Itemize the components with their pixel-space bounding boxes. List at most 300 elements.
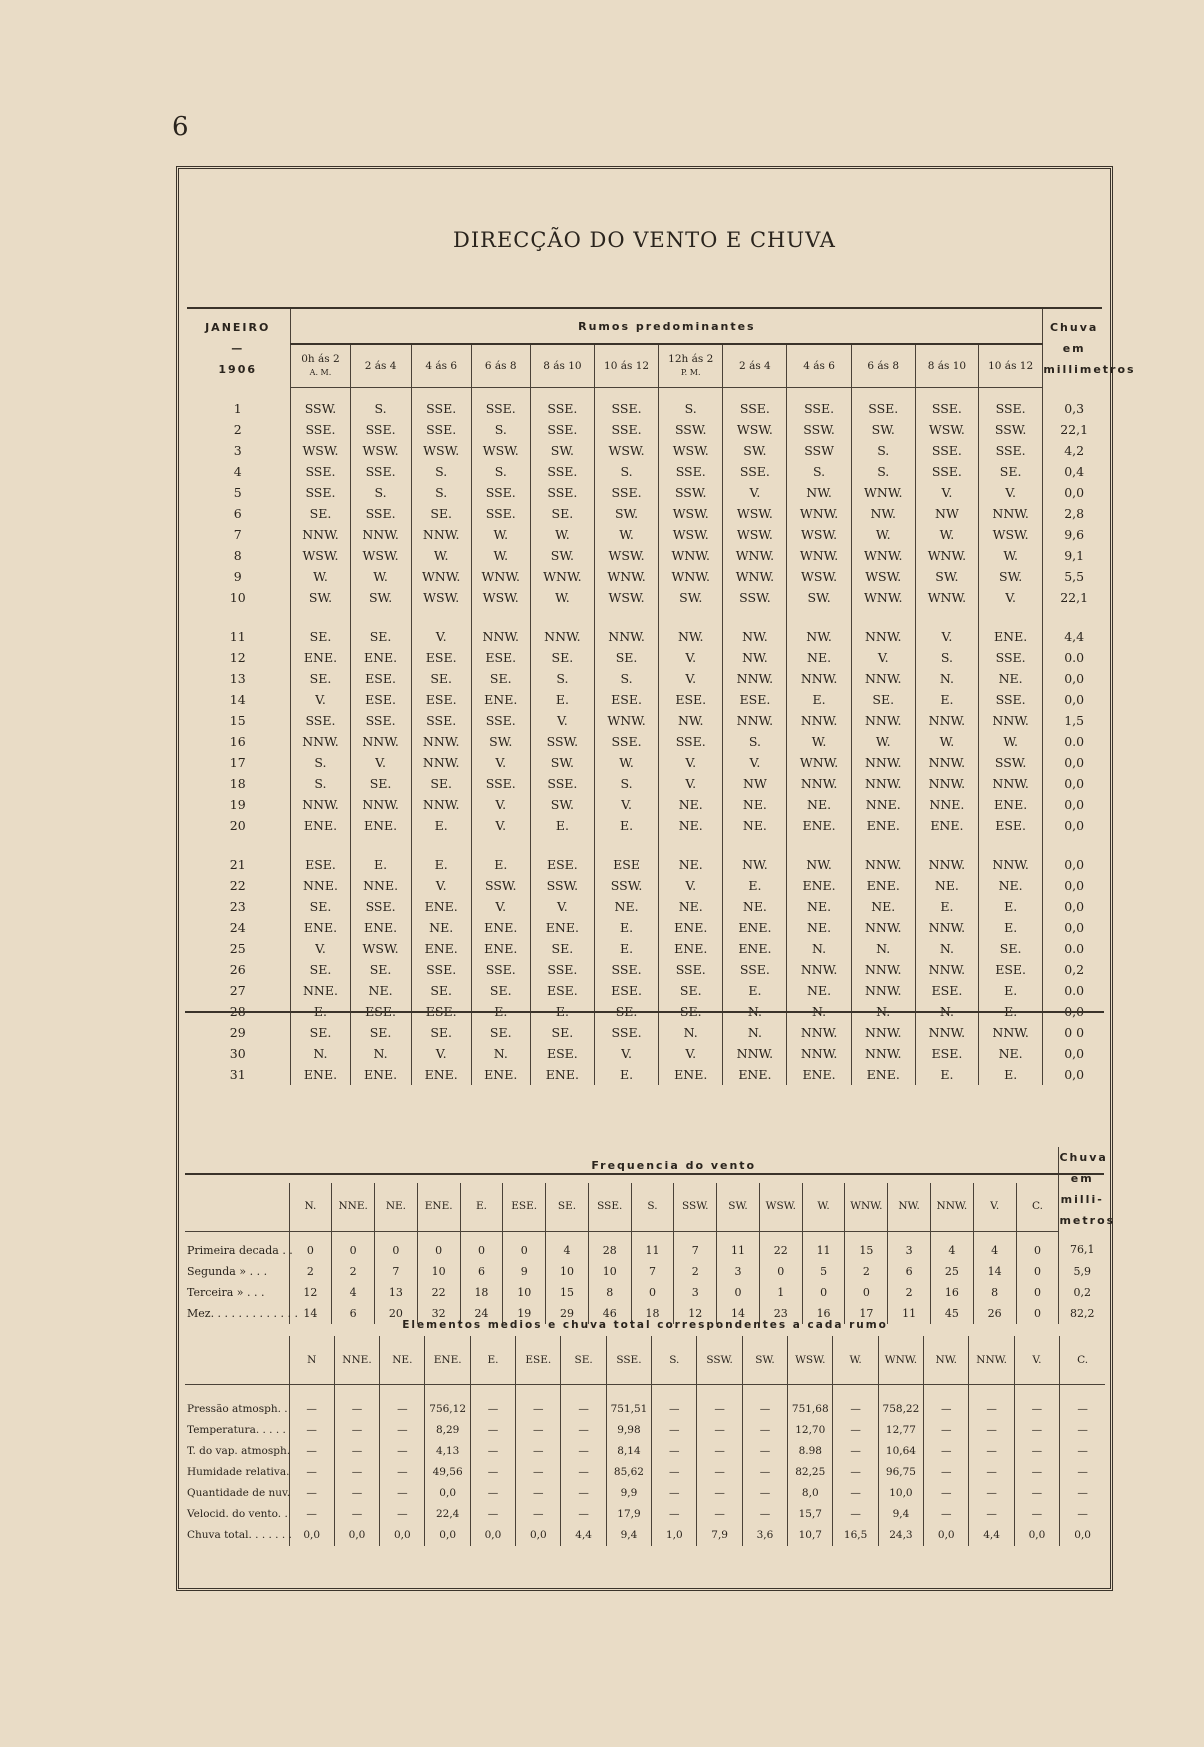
column-header: ESE.	[516, 1336, 561, 1385]
wind-direction: SE.	[659, 1001, 723, 1022]
column-header: S.	[652, 1336, 697, 1385]
frequency-value: 14	[717, 1303, 760, 1324]
element-value: —	[334, 1385, 379, 1421]
wind-direction: NNW.	[411, 752, 471, 773]
wind-direction: N.	[851, 1001, 915, 1022]
wind-direction: WSW.	[594, 440, 658, 461]
element-value: —	[470, 1385, 515, 1421]
element-value: —	[289, 1441, 334, 1462]
element-value: —	[470, 1420, 515, 1441]
wind-direction: NNW.	[851, 854, 915, 875]
wind-direction: ENE.	[787, 875, 851, 896]
wind-direction: SSE.	[723, 461, 787, 482]
wind-direction: ESE.	[594, 689, 658, 710]
wind-direction: ENE.	[291, 917, 350, 938]
table-row	[185, 1064, 1105, 1085]
element-value: —	[969, 1483, 1014, 1504]
hour-header	[787, 344, 851, 388]
column-header: NE.	[375, 1183, 418, 1231]
element-value: —	[1060, 1462, 1106, 1483]
element-value: 0,0	[380, 1525, 425, 1546]
frequency-value: 0	[802, 1282, 845, 1303]
wind-direction: NE.	[659, 815, 723, 836]
wind-direction: E.	[530, 689, 594, 710]
column-header: E.	[460, 1183, 503, 1231]
wind-direction: WSW.	[659, 524, 723, 545]
wind-direction: SW.	[530, 752, 594, 773]
wind-direction: NNW.	[978, 710, 1042, 731]
wind-direction: SSE.	[471, 773, 530, 794]
table-row	[185, 1261, 1105, 1282]
wind-direction: NNW.	[915, 752, 978, 773]
wind-direction: V.	[723, 482, 787, 503]
element-value: —	[289, 1462, 334, 1483]
wind-direction: NNW.	[851, 1043, 915, 1064]
hour-header	[291, 344, 350, 388]
milli-word: milli-	[1060, 1193, 1104, 1206]
frequency-value: 20	[375, 1303, 418, 1324]
element-value: 49,56	[425, 1462, 470, 1483]
wind-direction: WSW.	[787, 524, 851, 545]
wind-direction: SE.	[291, 959, 350, 980]
wind-direction: NNE.	[350, 875, 411, 896]
wind-direction: S.	[471, 461, 530, 482]
day-number: 25	[229, 941, 246, 956]
wind-direction: WNW.	[851, 482, 915, 503]
element-value: 15,7	[788, 1504, 833, 1525]
wind-direction: WSW.	[723, 524, 787, 545]
chuva-header	[1043, 309, 1136, 388]
wind-direction: ESE.	[530, 980, 594, 1001]
element-value: 8,14	[606, 1441, 651, 1462]
wind-direction: V.	[659, 1043, 723, 1064]
element-value: —	[833, 1420, 878, 1441]
wind-direction: V.	[659, 773, 723, 794]
table-row	[185, 1282, 1105, 1303]
wind-direction: ESE.	[978, 815, 1042, 836]
wind-direction: SSW.	[530, 875, 594, 896]
wind-direction: SSE.	[978, 388, 1042, 420]
wind-direction: V.	[291, 689, 350, 710]
column-header: WNW.	[845, 1183, 888, 1231]
element-value: —	[652, 1462, 697, 1483]
hour-header	[723, 344, 787, 388]
element-value: —	[334, 1504, 379, 1525]
rain-value: 0,0	[1043, 482, 1105, 503]
wind-direction: NNW.	[787, 668, 851, 689]
day-number: 31	[229, 1067, 246, 1082]
day-number: 1	[233, 400, 242, 416]
wind-direction: SSW.	[594, 875, 658, 896]
table-row	[185, 731, 1105, 752]
wind-direction: WNW.	[530, 566, 594, 587]
frequency-value: 2	[888, 1282, 931, 1303]
wind-direction: NNE.	[915, 794, 978, 815]
element-value: —	[1014, 1385, 1059, 1421]
wind-direction: NNW.	[350, 794, 411, 815]
wind-direction: WNW.	[411, 566, 471, 587]
table-row	[185, 545, 1105, 566]
frequency-value: 3	[888, 1231, 931, 1261]
element-value: —	[380, 1483, 425, 1504]
element-value: —	[334, 1441, 379, 1462]
day-number: 12	[229, 650, 246, 665]
rain-value: 1,5	[1043, 710, 1105, 731]
rain-value: 0,0	[1043, 1001, 1105, 1022]
frequency-value: 23	[759, 1303, 802, 1324]
hour-label: 6 ás 8	[484, 359, 517, 372]
wind-direction: S.	[291, 752, 350, 773]
frequency-value: 14	[973, 1261, 1016, 1282]
element-value: 1,0	[652, 1525, 697, 1546]
wind-direction: SSE.	[471, 710, 530, 731]
rumos-header: Rumos predominantes	[291, 309, 1043, 344]
column-header: W.	[802, 1183, 845, 1231]
wind-direction: S.	[594, 668, 658, 689]
table-row	[185, 689, 1105, 710]
wind-direction: NNW.	[723, 668, 787, 689]
wind-direction: WSW.	[411, 587, 471, 608]
wind-direction: SSE.	[471, 482, 530, 503]
wind-direction: NE.	[787, 794, 851, 815]
wind-direction: W.	[594, 524, 658, 545]
hour-header	[594, 344, 658, 388]
element-value: —	[742, 1420, 787, 1441]
wind-direction: NNW.	[851, 773, 915, 794]
wind-direction: N.	[787, 938, 851, 959]
wind-direction: V.	[471, 794, 530, 815]
element-value: —	[1060, 1420, 1106, 1441]
day-number: 18	[229, 776, 246, 791]
wind-direction: SSE.	[350, 419, 411, 440]
frequency-value: 82,2	[1059, 1303, 1105, 1324]
wind-direction: NNW.	[291, 524, 350, 545]
wind-direction: SSE.	[594, 731, 658, 752]
element-value: —	[334, 1462, 379, 1483]
element-value: —	[924, 1462, 969, 1483]
wind-direction: ESE.	[530, 854, 594, 875]
element-value: —	[924, 1504, 969, 1525]
wind-direction: E.	[978, 917, 1042, 938]
wind-direction: ENE.	[471, 938, 530, 959]
rain-value: 22,1	[1043, 587, 1105, 608]
wind-direction: WSW.	[851, 566, 915, 587]
element-value: —	[742, 1483, 787, 1504]
element-value: —	[924, 1385, 969, 1421]
wind-direction: WSW.	[411, 440, 471, 461]
rain-value: 0.0	[1043, 938, 1105, 959]
rain-value: 0,0	[1043, 773, 1105, 794]
wind-direction: E.	[978, 896, 1042, 917]
element-value: 22,4	[425, 1504, 470, 1525]
column-header: WSW.	[759, 1183, 802, 1231]
wind-direction: SSE.	[471, 959, 530, 980]
wind-direction: NNW.	[411, 731, 471, 752]
rain-value: 0.0	[1043, 980, 1105, 1001]
wind-direction: NE.	[915, 875, 978, 896]
wind-direction: NW	[915, 503, 978, 524]
rain-value: 0,2	[1043, 959, 1105, 980]
frequency-value: 10	[588, 1261, 631, 1282]
frequency-value: 4	[546, 1231, 589, 1261]
wind-direction: SSE.	[978, 440, 1042, 461]
table-row	[185, 773, 1105, 794]
hour-label: 4 ás 6	[803, 359, 835, 372]
hour-header	[471, 344, 530, 388]
rain-value: 2,8	[1043, 503, 1105, 524]
wind-direction: SW.	[659, 587, 723, 608]
wind-direction: NW.	[851, 503, 915, 524]
frequency-value: 12	[674, 1303, 717, 1324]
element-value: —	[969, 1420, 1014, 1441]
wind-direction: SW.	[471, 731, 530, 752]
day-number: 5	[233, 485, 242, 500]
frequency-value: 2	[289, 1261, 332, 1282]
wind-direction: ENE.	[723, 938, 787, 959]
frequency-value: 8	[973, 1282, 1016, 1303]
wind-direction: ENE.	[350, 1064, 411, 1085]
wind-direction: NNW.	[978, 503, 1042, 524]
element-value: —	[516, 1385, 561, 1421]
hour-header	[978, 344, 1042, 388]
hour-header	[350, 344, 411, 388]
wind-direction: SSE.	[851, 388, 915, 420]
wind-direction: SE.	[594, 1001, 658, 1022]
element-value: —	[1060, 1385, 1106, 1421]
wind-direction: WSW.	[350, 440, 411, 461]
element-value: —	[516, 1420, 561, 1441]
column-header: N.	[289, 1183, 332, 1231]
wind-direction: ENE.	[530, 1064, 594, 1085]
frequency-value: 0	[289, 1231, 332, 1261]
wind-direction: SSE.	[723, 388, 787, 420]
wind-direction: V.	[915, 482, 978, 503]
wind-direction: E.	[530, 815, 594, 836]
wind-direction: SSE.	[411, 388, 471, 420]
wind-direction: E.	[915, 689, 978, 710]
day-number: 21	[229, 857, 246, 872]
wind-direction: SE.	[471, 668, 530, 689]
frequency-value: 16	[802, 1303, 845, 1324]
day-number: 19	[229, 797, 246, 812]
row-label: Temperatura. . . . .	[187, 1424, 286, 1436]
wind-direction: ESE.	[411, 647, 471, 668]
wind-direction: NNW.	[851, 1022, 915, 1043]
column-header: NNE.	[334, 1336, 379, 1385]
wind-direction: N.	[723, 1001, 787, 1022]
element-value: 751,68	[788, 1385, 833, 1421]
wind-direction: NNW.	[915, 917, 978, 938]
rain-value: 0,0	[1043, 815, 1105, 836]
wind-direction: WNW.	[723, 545, 787, 566]
day-number: 14	[229, 692, 246, 707]
frequency-value: 29	[546, 1303, 589, 1324]
wind-direction: SE.	[530, 503, 594, 524]
wind-direction: SW.	[530, 545, 594, 566]
frequency-value: 76,1	[1059, 1231, 1105, 1261]
wind-direction: WNW.	[594, 566, 658, 587]
element-value: —	[697, 1441, 742, 1462]
wind-direction: NNE.	[291, 875, 350, 896]
wind-direction: NNW.	[978, 1022, 1042, 1043]
wind-direction: V.	[659, 752, 723, 773]
hour-label: 8 ás 10	[543, 359, 582, 372]
wind-direction: NE.	[659, 896, 723, 917]
wind-direction: E.	[723, 980, 787, 1001]
wind-direction: SSW.	[723, 587, 787, 608]
wind-direction: V.	[471, 752, 530, 773]
column-header: N	[289, 1336, 334, 1385]
wind-direction: S.	[723, 731, 787, 752]
wind-direction: NE.	[723, 794, 787, 815]
hour-header	[411, 344, 471, 388]
wind-direction: WSW.	[291, 545, 350, 566]
frequency-value: 11	[888, 1303, 931, 1324]
wind-direction: WNW.	[594, 710, 658, 731]
column-header: C.	[1016, 1183, 1059, 1231]
frequency-value: 0	[1016, 1231, 1059, 1261]
frequency-title: Frequencia do vento	[591, 1158, 757, 1172]
wind-direction: SSE.	[471, 503, 530, 524]
wind-direction: SW.	[723, 440, 787, 461]
hour-header	[530, 344, 594, 388]
wind-direction: S.	[291, 773, 350, 794]
wind-direction: ESE.	[530, 1043, 594, 1064]
rain-value: 0,0	[1043, 794, 1105, 815]
wind-direction: V.	[851, 647, 915, 668]
wind-direction: ENE.	[978, 794, 1042, 815]
element-value: —	[289, 1420, 334, 1441]
column-header: NW.	[888, 1183, 931, 1231]
wind-direction: WSW.	[291, 440, 350, 461]
wind-direction: S.	[411, 461, 471, 482]
element-value: —	[561, 1385, 606, 1421]
hour-label: 12h ás 2	[668, 353, 714, 365]
wind-direction: E.	[594, 917, 658, 938]
wind-direction: ENE.	[851, 1064, 915, 1085]
frequency-value: 7	[631, 1261, 674, 1282]
wind-direction: ENE.	[787, 815, 851, 836]
element-value: —	[969, 1504, 1014, 1525]
table-row	[185, 1441, 1105, 1462]
wind-direction: NNW.	[851, 626, 915, 647]
wind-direction: NW.	[787, 854, 851, 875]
element-value: —	[1060, 1441, 1106, 1462]
wind-direction: SSE.	[530, 419, 594, 440]
wind-direction: V.	[659, 668, 723, 689]
wind-direction: E.	[978, 1064, 1042, 1085]
wind-direction: NNW.	[291, 731, 350, 752]
element-value: 8,0	[788, 1483, 833, 1504]
wind-direction: NNE.	[851, 794, 915, 815]
divider	[185, 1173, 1104, 1175]
wind-direction: WNW.	[471, 566, 530, 587]
wind-direction: WNW.	[915, 545, 978, 566]
wind-direction: W.	[350, 566, 411, 587]
day-number: 8	[233, 548, 242, 563]
wind-direction: E.	[723, 875, 787, 896]
wind-direction: V.	[594, 794, 658, 815]
wind-direction: NNW.	[915, 1022, 978, 1043]
table-row	[185, 566, 1105, 587]
hour-header	[915, 344, 978, 388]
wind-direction: NE.	[787, 917, 851, 938]
frequency-value: 22	[759, 1231, 802, 1261]
hour-header	[659, 344, 723, 388]
wind-direction: E.	[471, 1001, 530, 1022]
frequency-value: 3	[717, 1261, 760, 1282]
wind-direction: SE.	[471, 1022, 530, 1043]
wind-direction: SSE.	[350, 461, 411, 482]
wind-direction: W.	[915, 524, 978, 545]
wind-direction: ENE.	[723, 917, 787, 938]
wind-direction: W.	[291, 566, 350, 587]
wind-direction: ESE.	[594, 980, 658, 1001]
wind-direction: E.	[471, 854, 530, 875]
column-header: WNW.	[878, 1336, 923, 1385]
frequency-value: 15	[546, 1282, 589, 1303]
frequency-value: 26	[973, 1303, 1016, 1324]
wind-direction: WNW.	[787, 503, 851, 524]
wind-direction: SSE.	[915, 440, 978, 461]
wind-direction: E.	[594, 815, 658, 836]
wind-direction: NNW.	[915, 773, 978, 794]
wind-direction: SE.	[411, 980, 471, 1001]
row-label: Mez. . . . . . . . . . . . .	[187, 1306, 298, 1320]
wind-direction: SW.	[594, 503, 658, 524]
day-number: 28	[229, 1004, 246, 1019]
element-value: 0,0	[1014, 1525, 1059, 1546]
elements-table	[185, 1315, 1105, 1546]
frequency-value: 7	[674, 1231, 717, 1261]
element-value: —	[516, 1483, 561, 1504]
wind-direction: NNW.	[851, 917, 915, 938]
table-row	[185, 626, 1105, 647]
wind-direction: NNW.	[291, 794, 350, 815]
hour-label: 0h ás 2	[301, 353, 340, 365]
element-value: —	[334, 1483, 379, 1504]
wind-direction: ESE.	[915, 1043, 978, 1064]
element-value: —	[833, 1441, 878, 1462]
rain-value: 9,1	[1043, 545, 1105, 566]
element-value: —	[652, 1420, 697, 1441]
group-gap	[185, 608, 1105, 626]
element-value: —	[561, 1441, 606, 1462]
wind-direction-table	[185, 309, 1136, 1085]
table-row	[185, 875, 1105, 896]
column-header: NNW.	[930, 1183, 973, 1231]
element-value: —	[380, 1462, 425, 1483]
wind-direction: SSE.	[350, 503, 411, 524]
element-value: —	[697, 1385, 742, 1421]
table-row	[185, 959, 1105, 980]
frequency-value: 24	[460, 1303, 503, 1324]
element-value: —	[289, 1504, 334, 1525]
wind-direction: NNW.	[978, 773, 1042, 794]
hour-header	[851, 344, 915, 388]
element-value: —	[742, 1504, 787, 1525]
frequency-value: 9	[503, 1261, 546, 1282]
day-number: 20	[229, 818, 246, 833]
frequency-value: 6	[888, 1261, 931, 1282]
frequency-value: 10	[546, 1261, 589, 1282]
wind-direction: V.	[530, 896, 594, 917]
wind-direction: SSW.	[291, 388, 350, 420]
wind-direction: NNW.	[411, 524, 471, 545]
element-value: 0,0	[334, 1525, 379, 1546]
wind-direction: NNW.	[978, 854, 1042, 875]
chuva-word: Chuva	[1059, 1151, 1108, 1164]
